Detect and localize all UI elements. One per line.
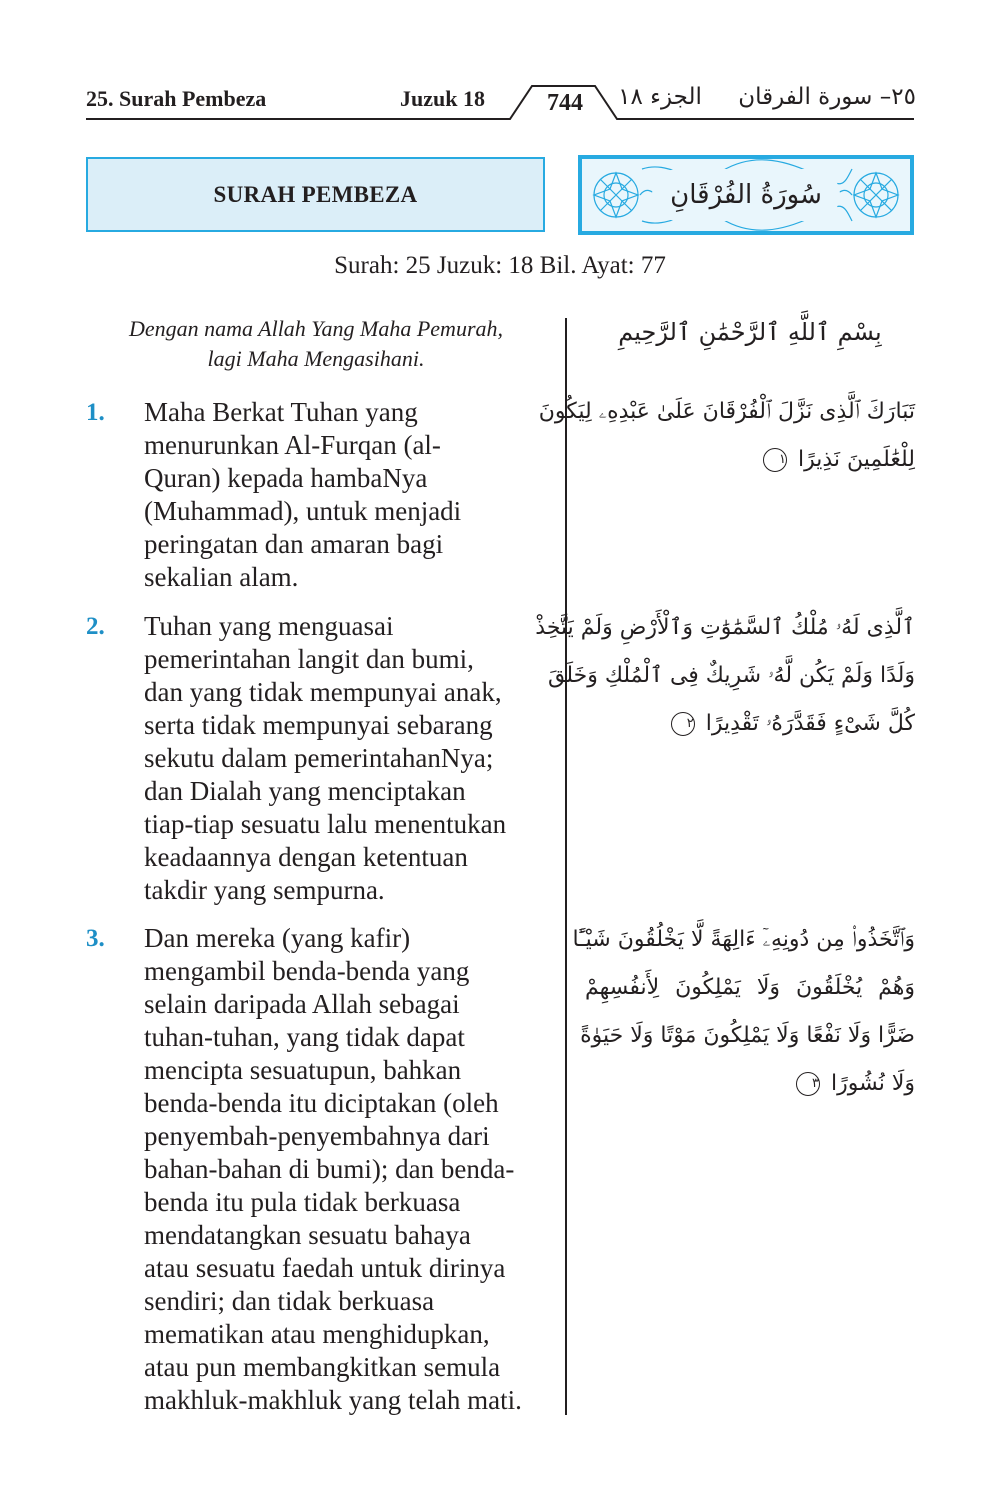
verse-line: mencipta sesuatupun, bahkan [144,1055,462,1085]
surah-info-line: Surah: 25 Juzuk: 18 Bil. Ayat: 77 [334,252,666,279]
verse-line: keadaannya dengan ketentuan [144,842,468,872]
verse-line: Tuhan yang menguasai [144,611,394,641]
surah-title-ornament [578,155,914,235]
verse-line: mematikan atau menghidupkan, [144,1319,490,1349]
verse-number: 1. [86,399,105,426]
verse-1-arabic [538,388,915,484]
verse-number: 3. [86,925,105,952]
column-divider [565,318,567,1415]
arabic-line [585,700,915,748]
arabic-line: ٱلَّذِى لَهُۥ مُلْكُ ٱلسَّمَٰوَٰتِ وَٱلْأَرْضِ وَلَمْ يَتَّخِذْ [535,615,915,640]
basmala-translation-line: Dengan nama Allah Yang Maha Pemurah, [129,316,503,341]
ayah-end-marker: ١ [763,448,787,472]
arabic-line [585,436,915,484]
verse-line: sekutu dalam pemerintahanNya; [144,743,494,773]
ayah-end-marker: ٣ [796,1072,820,1096]
verse-line: atau sesuatu faedah untuk dirinya [144,1253,506,1283]
verse-line: dan yang tidak mempunyai anak, [144,677,502,707]
page-number: 744 [547,90,583,116]
ayah-end-marker: ٢ [671,712,695,736]
verse-line: benda itu pula tidak berkuasa [144,1187,461,1217]
verse-number: 2. [86,613,105,640]
basmala-translation-line: lagi Maha Mengasihani. [207,346,425,371]
verse-line: bahan-bahan di bumi); dan benda- [144,1154,515,1184]
verse-line: sekalian alam. [144,562,299,592]
verse-line: makhluk-makhluk yang telah mati. [144,1385,522,1415]
verse-line: tiap-tiap sesuatu lalu menentukan [144,809,507,839]
basmala-translation [86,314,546,374]
verse-line: takdir yang sempurna. [144,875,385,905]
verse-line: sendiri; dan tidak berkuasa [144,1286,435,1316]
verse-line: peringatan dan amaran bagi [144,529,444,559]
arabic-line: وَلَدًا وَلَمْ يَكُن لَّهُۥ شَرِيكٌ فِى ٱلْمُلْكِ وَخَلَقَ [547,663,915,688]
verse-line: menurunkan Al-Furqan (al- [144,430,441,460]
verse-line: pemerintahan langit dan bumi, [144,644,474,674]
verse-line: mengambil benda-benda yang [144,956,470,986]
verse-line: Quran) kepada hambaNya [144,463,428,493]
arabic-text: لِلْعَٰلَمِينَ نَذِيرًا [797,447,915,472]
verse-3-arabic [572,916,915,1108]
verse-line: penyembah-penyembahnya dari [144,1121,490,1151]
arabic-line: وَٱتَّخَذُوا۟ مِن دُونِهِۦٓ ءَالِهَةً لَّا يَخْلُقُونَ شَيْـًٔا [572,927,915,952]
verse-line: Dan mereka (yang kafir) [144,923,411,953]
verse-line: selain daripada Allah sebagai [144,989,460,1019]
arabic-line: تَبَارَكَ ٱلَّذِى نَزَّلَ ٱلْفُرْقَانَ عَلَىٰ عَبْدِهِۦ لِيَكُونَ [538,399,915,424]
verse-line: Maha Berkat Tuhan yang [144,397,418,427]
verse-line: atau pun membangkitkan semula [144,1352,501,1382]
verse-line: (Muhammad), untuk menjadi [144,496,462,526]
arabic-text: كُلَّ شَىْءٍ فَقَدَّرَهُۥ تَقْدِيرًا [705,711,915,736]
basmala-arabic: بِسْمِ ٱللَّهِ ٱلرَّحْمَٰنِ ٱلرَّحِيمِ [618,318,882,346]
header-juz-latin: Juzuk 18 [400,86,485,111]
header-surah-latin: 25. Surah Pembeza [86,86,267,111]
header-juz-arabic: الجزء ١٨ [618,84,702,110]
arabic-text: وَلَا نُشُورًا [830,1071,915,1096]
arabic-line [585,1060,915,1108]
surah-title-box [86,157,545,232]
verse-line: benda-benda itu diciptakan (oleh [144,1088,499,1118]
arabic-line: ضَرًّا وَلَا نَفْعًا وَلَا يَمْلِكُونَ مَوْتًا وَلَا حَيَوٰةً [580,1023,915,1048]
arabic-line: وَهُمْ يُخْلَقُونَ وَلَا يَمْلِكُونَ لِأَنفُسِهِمْ [585,975,915,1000]
verse-2-arabic [535,604,915,748]
surah-title-latin: SURAH PEMBEZA [213,181,418,207]
surah-title-arabic: سُورَةُ الفُرْقَانِ [652,169,840,221]
verse-line: tuhan-tuhan, yang tidak dapat [144,1022,465,1052]
verse-line: dan Dialah yang menciptakan [144,776,466,806]
header-surah-arabic: ٢٥– سورة الفرقان [738,84,916,110]
page-header [0,0,1000,130]
verse-line: mendatangkan sesuatu bahaya [144,1220,471,1250]
verse-line: serta tidak mempunyai sebarang [144,710,493,740]
